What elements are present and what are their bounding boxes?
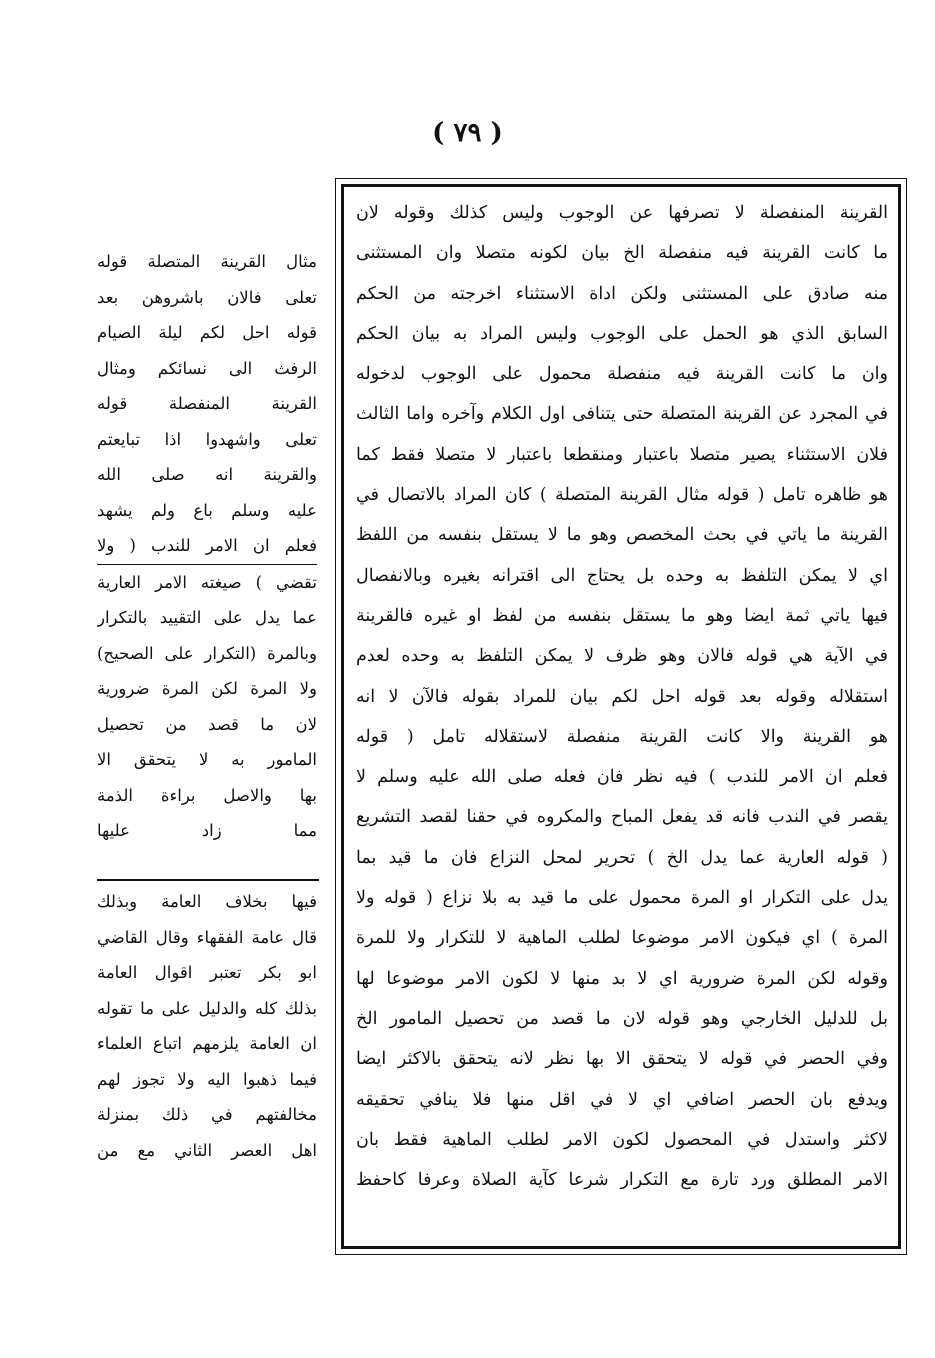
text-line: ( قوله العارية عما يدل الخ ) تحرير لمحل النزاع فان ما قيد بما <box>356 847 888 868</box>
margin-line: الرفث الى نسائكم ومثال <box>97 358 317 378</box>
text-line: وان ما كانت القرينة فيه منفصلة محمول على الوجوب لدخوله <box>356 364 888 385</box>
text-line: في المجرد عن القرينة المتصلة حتى يتنافى اول الكلام وآخره واما الثالث <box>356 404 888 425</box>
main-text-frame <box>335 178 907 1255</box>
text-line: يقصر في الندب فانه قد يفعل المباح والمكروه في حقنا لقصد التشريع <box>356 807 888 828</box>
margin-line: فيها بخلاف العامة وبذلك <box>97 892 317 911</box>
margin-line: ان العامة يلزمهم اتباع العلماء <box>97 1034 317 1053</box>
text-line: ويدفع بان الحصر اضافي اي لا في اقل منها فلا ينافي تحقيقه <box>356 1089 888 1110</box>
page-number: ( ٧٩ ) <box>432 118 503 148</box>
margin-line: فيما ذهبوا اليه ولا تجوز لهم <box>97 1069 317 1089</box>
text-line: وقوله لكن المرة ضرورية اي لا بد منها لا لكون الامر موضوعا لها <box>356 968 888 989</box>
margin-line: القرينة المنفصلة قوله <box>97 394 317 413</box>
text-line: القرينة المنفصلة لا تصرفها عن الوجوب وليس كذلك وقوله لان <box>356 203 888 223</box>
margin-line: مثال القرينة المتصلة قوله <box>97 252 317 271</box>
text-line: فيها ياتي ثمة ايضا وهو ما يستقل بنفسه من لفظ او غيره فالقرينة <box>356 605 888 626</box>
text-line: هو القرينة والا كانت القرينة منفصلة لاستقلاله تامل ( قوله <box>356 726 888 747</box>
margin-line: اهل العصر الثاني مع من <box>97 1140 317 1160</box>
margin-line: عما يدل على التقييد بالتكرار <box>97 608 317 627</box>
text-line: السابق الذي هو الحمل على الوجوب وليس المراد به بيان الحكم <box>356 323 888 344</box>
margin-line: والقرينة انه صلى الله <box>97 465 317 484</box>
text-line: وفي الحصر في قوله لا يتحقق الا بها نظر لانه يتحقق بالاكثر ايضا <box>356 1049 888 1070</box>
margin-text-top <box>97 244 317 849</box>
text-line: المرة ) اي فيكون الامر موضوعا لطلب الماهية لا للتكرار ولا للمرة <box>356 928 888 949</box>
text-line: استقلاله وقوله بعد قوله احل لكم بيان للمراد بقوله فالآن لا انه <box>356 686 888 707</box>
margin-line: قوله احل لكم ليلة الصيام <box>97 323 317 342</box>
text-line: منه صادق على المستثنى ولكن اداة الاستثناء اخرجته من الحكم <box>356 283 888 304</box>
margin-line: ابو بكر تعتبر اقوال العامة <box>97 963 317 982</box>
text-line: اي لا يمكن التلفظ به وحده بل يحتاج الى اقترانه بغيره وبالانفصال <box>356 565 888 586</box>
text-line: في الآية هي قوله فالان وهو ظرف لا يمكن التلفظ به وحده لعدم <box>356 646 888 667</box>
margin-line: تعلى فالان باشروهن بعد <box>97 287 317 307</box>
margin-line: تقضي ) صيغته الامر العارية <box>97 572 317 592</box>
margin-line: مخالفتهم في ذلك بمنزلة <box>97 1105 317 1124</box>
margin-line: قال عامة الفقهاء وقال القاضي <box>97 927 317 947</box>
text-line: فلان الاستثناء يصير متصلا باعتبار ومنقطعا باعتبار لا متصلا فقط كما <box>356 444 888 465</box>
main-text-inner-border <box>341 184 901 1249</box>
margin-text-bottom <box>97 884 317 1168</box>
margin-line: مما زاد عليها <box>97 821 317 840</box>
text-line: لاكثر واستدل في المحصول لكون الامر لطلب الماهية فقط بان <box>356 1129 888 1150</box>
text-line: يدل على التكرار او المرة محمول على ما قيد به بلا نزاع ( قوله ولا <box>356 888 888 909</box>
margin-line: ولا المرة لكن المرة ضرورية <box>97 679 317 698</box>
text-line: ما كانت القرينة فيه منفصلة الخ بيان لكونه متصلا وان المستثنى <box>356 243 888 264</box>
margin-line: عليه وسلم باع ولم يشهد <box>97 500 317 520</box>
margin-line: تعلى واشهدوا اذا تبايعتم <box>97 429 317 449</box>
main-commentary-text <box>356 193 888 1200</box>
text-line: الامر المطلق ورد تارة مع التكرار شرعا كآية الصلاة وعرفا كاحفظ <box>356 1170 888 1191</box>
margin-line: وبالمرة (التكرار على الصحيح) <box>97 643 317 663</box>
margin-line: لان ما قصد من تحصيل <box>97 714 317 734</box>
margin-line: المامور به لا يتحقق الا <box>97 750 317 769</box>
margin-line: بها والاصل براءة الذمة <box>97 785 317 805</box>
text-line: القرينة ما ياتي في بحث المخصص وهو ما لا يستقل بنفسه من اللفظ <box>356 525 888 546</box>
text-line: هو ظاهره تامل ( قوله مثال القرينة المتصلة ) كان المراد بالاتصال في <box>356 485 888 506</box>
text-line: فعلم ان الامر للندب ) فيه نظر فان فعله صلى الله عليه وسلم لا <box>356 767 888 788</box>
margin-line: بذلك كله والدليل على ما تقوله <box>97 998 317 1018</box>
text-line: بل للدليل الخارجي وهو قوله لان ما قصد من تحصيل المامور الخ <box>356 1008 888 1029</box>
margin-divider <box>97 879 319 881</box>
margin-line: فعلم ان الامر للندب ( ولا <box>97 528 317 565</box>
